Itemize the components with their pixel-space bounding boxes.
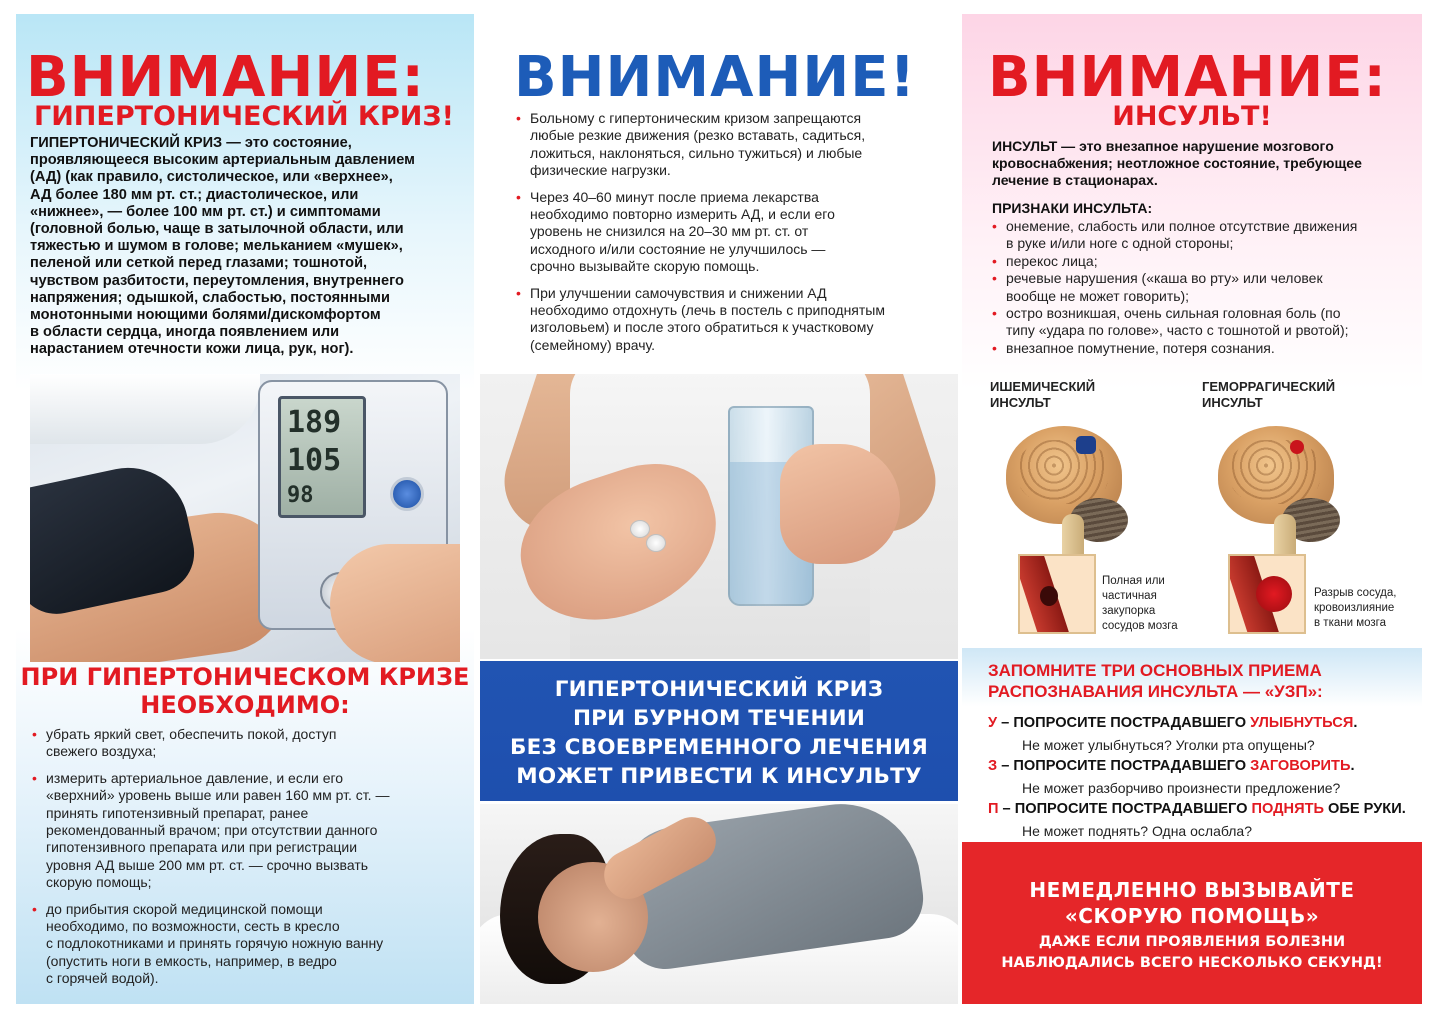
bp-dia-reading: 105 xyxy=(287,443,342,478)
uzp-title-2: РАСПОЗНАВАНИЯ ИНСУЛЬТА — «УЗП»: xyxy=(988,682,1323,701)
action-item-line: гипотензивного препарата или при регистрации xyxy=(46,839,358,856)
action-item-line: свежего воздуха; xyxy=(46,743,157,760)
call-line-1: НЕМЕДЛЕННО ВЫЗЫВАЙТЕ xyxy=(1029,878,1355,902)
warning-item-line: ложиться, наклоняться, сильно тужиться) и любые xyxy=(530,144,863,161)
uzp-pre: – ПОПРОСИТЕ ПОСТРАДАВШЕГО xyxy=(998,801,1252,817)
action-item-line: принять гипотензивный препарат, ранее xyxy=(46,804,309,821)
panel2-title: ВНИМАНИЕ! xyxy=(514,45,917,110)
uzp-letter: П xyxy=(988,801,999,817)
intro-line: ГИПЕРТОНИЧЕСКИЙ КРИЗ — это состояние, xyxy=(30,135,352,151)
action-item-line: • до прибытия скорой медицинской помощи xyxy=(46,900,323,917)
bp-monitor-screen xyxy=(278,396,366,518)
panel2-warnings-list xyxy=(514,110,954,363)
stroke-signs-title: ПРИЗНАКИ ИНСУЛЬТА: xyxy=(992,200,1153,216)
caption-line: сосудов мозга xyxy=(1102,620,1178,632)
intro-line: напряжения; одышкой, слабостью, постоянными xyxy=(30,289,390,306)
intro-line: чувством разбитости, переутомления, внутреннего xyxy=(30,272,404,289)
sign-item-line: вообще не может говорить); xyxy=(1006,287,1190,304)
intro-line: (АД) (как правило, систолическое, или «верхнее», xyxy=(30,169,393,186)
warning-item-line: срочно вызывайте скорую помощь. xyxy=(530,258,760,275)
uzp-item-z xyxy=(988,757,1355,775)
stroke-warning-banner xyxy=(480,661,958,801)
caption-line: частичная xyxy=(1102,590,1157,602)
uzp-title-1: ЗАПОМНИТЕ ТРИ ОСНОВНЫХ ПРИЕМА xyxy=(988,661,1322,680)
panel-hypertensive-crisis xyxy=(16,14,474,1004)
action-item-line: скорую помощь; xyxy=(46,874,152,891)
action-item xyxy=(30,901,470,988)
sign-item xyxy=(990,270,1420,305)
uzp-post: ОБЕ РУКИ. xyxy=(1324,801,1406,817)
panel3-intro xyxy=(992,138,1412,190)
panel-attention xyxy=(480,14,958,1004)
intro-line: пеленой или сеткой перед глазами; тошнотой, xyxy=(30,255,368,272)
call-line-3: ДАЖЕ ЕСЛИ ПРОЯВЛЕНИЯ БОЛЕЗНИ xyxy=(1038,934,1346,950)
caption-line: кровоизлияние xyxy=(1314,602,1395,614)
intro-line: нарастанием отечности кожи лица, рук, ног). xyxy=(30,341,354,358)
intro-line: проявляющееся высоким артериальным давлением xyxy=(30,152,415,169)
bp-start-button-icon xyxy=(390,477,424,511)
banner-line: ГИПЕРТОНИЧЕСКИЙ КРИЗ xyxy=(554,677,884,702)
panel1-intro xyxy=(30,135,470,359)
uzp-sub-u: Не может улыбнуться? Уголки рта опущены? xyxy=(1022,737,1315,753)
banner-line: МОЖЕТ ПРИВЕСТИ К ИНСУЛЬТУ xyxy=(516,764,922,789)
uzp-post: . xyxy=(1350,758,1355,774)
action-item-line: с подлокотниками и принять горячую ножную ванну xyxy=(46,935,384,952)
warning-item xyxy=(514,285,954,355)
blocked-vessel-icon xyxy=(1018,554,1096,634)
intro-line: АД более 180 мм рт. ст.; диастолическое, или xyxy=(30,186,359,203)
banner-line: ПРИ БУРНОМ ТЕЧЕНИИ xyxy=(572,706,866,731)
action-item-line: рекомендованный врачом; при отсутствии данного xyxy=(46,822,378,839)
uzp-sub-z: Не может разборчиво произнести предложение? xyxy=(1022,780,1341,796)
intro-line: «нижнее», — более 100 мм рт. ст.) и симптомами xyxy=(30,203,381,220)
warning-item-line: • При улучшении самочувствия и снижении АД xyxy=(530,284,827,301)
warning-item-line: уровень не снизился на 20–30 мм рт. ст. от xyxy=(530,223,809,240)
uzp-item-p xyxy=(988,800,1406,818)
bp-sys-reading: 189 xyxy=(287,405,342,440)
call-line-2: «СКОРУЮ ПОМОЩЬ» xyxy=(1064,904,1320,928)
call-line-4: НАБЛЮДАЛИСЬ ВСЕГО НЕСКОЛЬКО СЕКУНД! xyxy=(1001,955,1383,971)
sign-item-line: • перекос лица; xyxy=(1006,252,1098,269)
ischemic-caption xyxy=(1102,574,1178,634)
uzp-letter: З xyxy=(988,758,998,774)
action-item xyxy=(30,726,470,761)
bp-pulse-reading: 98 xyxy=(287,483,314,508)
uzp-pre: – ПОПРОСИТЕ ПОСТРАДАВШЕГО xyxy=(997,758,1251,774)
uzp-action: УЛЫБНУТЬСЯ xyxy=(1250,715,1354,731)
sign-item xyxy=(990,253,1420,270)
hemorrhagic-title-1: ГЕМОРРАГИЧЕСКИЙ xyxy=(1202,379,1336,394)
pill-icon xyxy=(630,520,650,538)
intro-line: монотонными ноющими болями/дискомфортом xyxy=(30,307,381,324)
warning-item-line: • Больному с гипертоническим кризом запрещаются xyxy=(530,110,862,126)
panel3-title: ВНИМАНИЕ: xyxy=(988,45,1387,110)
sign-item-line: в руке и/или ноге с одной стороны; xyxy=(1006,235,1234,252)
action-item-line: необходимо, по возможности, сесть в кресло xyxy=(46,918,340,935)
hemorrhage-icon xyxy=(1290,440,1304,454)
uzp-pre: – ПОПРОСИТЕ ПОСТРАДАВШЕГО xyxy=(997,715,1251,731)
sign-item-line: • остро возникшая, очень сильная головная боль (по xyxy=(1006,305,1341,322)
panel1-title: ВНИМАНИЕ: xyxy=(26,45,425,110)
sign-item xyxy=(990,305,1420,340)
warning-item-line: необходимо повторно измерить АД, и если его xyxy=(530,206,835,223)
blockage-icon xyxy=(1076,436,1096,454)
action-item-line: уровня АД выше 200 мм рт. ст. — срочно вызвать xyxy=(46,856,369,873)
action-item-line: • измерить артериальное давление, и если его xyxy=(46,769,344,786)
warning-item-line: любые резкие движения (резко вставать, садиться, xyxy=(530,127,866,144)
hemorrhagic-caption xyxy=(1314,586,1397,631)
warning-item-line: изголовьем) и после этого обратиться к участковому xyxy=(530,319,874,336)
warning-item xyxy=(514,189,954,276)
warning-item-line: исходного и/или состояние не улучшилось — xyxy=(530,240,826,257)
ischemic-title-2: ИНСУЛЬТ xyxy=(990,395,1051,410)
stroke-signs-list xyxy=(990,218,1420,357)
action-item-line: • убрать яркий свет, обеспечить покой, доступ xyxy=(46,726,337,742)
sign-item-line: • внезапное помутнение, потеря сознания. xyxy=(1006,339,1275,356)
warning-item xyxy=(514,110,954,180)
warning-item-line: физические нагрузки. xyxy=(530,162,671,179)
caption-line: в ткани мозга xyxy=(1314,617,1387,629)
caption-line: Полная или xyxy=(1102,575,1165,587)
intro-line: лечение в стационарах. xyxy=(992,172,1158,189)
pills-water-photo xyxy=(480,374,958,659)
ruptured-vessel-icon xyxy=(1228,554,1306,634)
sign-item-line: • онемение, слабость или полное отсутствие движения xyxy=(1006,218,1358,234)
warning-item-line: • Через 40–60 минут после приема лекарства xyxy=(530,188,819,205)
ischemic-title-1: ИШЕМИЧЕСКИЙ xyxy=(990,379,1096,394)
sign-item xyxy=(990,340,1420,357)
blood-pressure-photo xyxy=(30,374,460,662)
action-item-line: «верхний» уровень выше или равен 160 мм рт. ст. — xyxy=(46,787,390,804)
warning-item-line: необходимо отдохнуть (лечь в постель с приподнятым xyxy=(530,302,885,319)
uzp-post: . xyxy=(1353,715,1358,731)
sign-item-line: • речевые нарушения («каша во рту» или человек xyxy=(1006,270,1323,287)
call-ambulance-box xyxy=(962,842,1422,1004)
uzp-item-u xyxy=(988,714,1357,732)
action-item-line: с горячей водой). xyxy=(46,970,159,987)
warning-item-line: (семейному) врачу. xyxy=(530,336,656,353)
panel1-section-title-1: ПРИ ГИПЕРТОНИЧЕСКОМ КРИЗЕ xyxy=(20,663,470,691)
action-item-line: (опустить ноги в емкость, например, в ведро xyxy=(46,952,337,969)
pill-icon xyxy=(646,534,666,552)
banner-line: БЕЗ СВОЕВРЕМЕННОГО ЛЕЧЕНИЯ xyxy=(510,735,928,760)
panel1-actions-list xyxy=(30,726,470,997)
uzp-letter: У xyxy=(988,715,998,731)
action-item xyxy=(30,770,470,892)
intro-line: ИНСУЛЬТ — это внезапное нарушение мозгового xyxy=(992,138,1334,154)
uzp-sub-p: Не может поднять? Одна ослабла? xyxy=(1022,823,1252,839)
panel-stroke xyxy=(962,14,1422,1004)
panel1-subtitle: ГИПЕРТОНИЧЕСКИЙ КРИЗ! xyxy=(34,101,454,132)
caption-line: закупорка xyxy=(1102,605,1156,617)
caption-line: Разрыв сосуда, xyxy=(1314,587,1397,599)
sign-item xyxy=(990,218,1420,253)
hemorrhagic-title-2: ИНСУЛЬТ xyxy=(1202,395,1263,410)
intro-line: (головной болью, чаще в затылочной области, или xyxy=(30,221,404,238)
intro-line: тяжестью и шумом в голове; мельканием «мушек», xyxy=(30,238,403,255)
intro-line: в области сердца, иногда появлением или xyxy=(30,324,340,341)
intro-line: кровоснабжения; неотложное состояние, требующее xyxy=(992,155,1362,172)
uzp-action: ЗАГОВОРИТЬ xyxy=(1250,758,1351,774)
uzp-action: ПОДНЯТЬ xyxy=(1251,801,1324,817)
sign-item-line: типу «удара по голове», часто с тошнотой и рвотой); xyxy=(1006,322,1349,339)
uzp-section xyxy=(962,648,1422,843)
panel1-section-title-2: НЕОБХОДИМО: xyxy=(140,691,350,719)
headache-woman-photo xyxy=(480,804,958,1004)
panel3-subtitle: ИНСУЛЬТ! xyxy=(1112,101,1272,132)
